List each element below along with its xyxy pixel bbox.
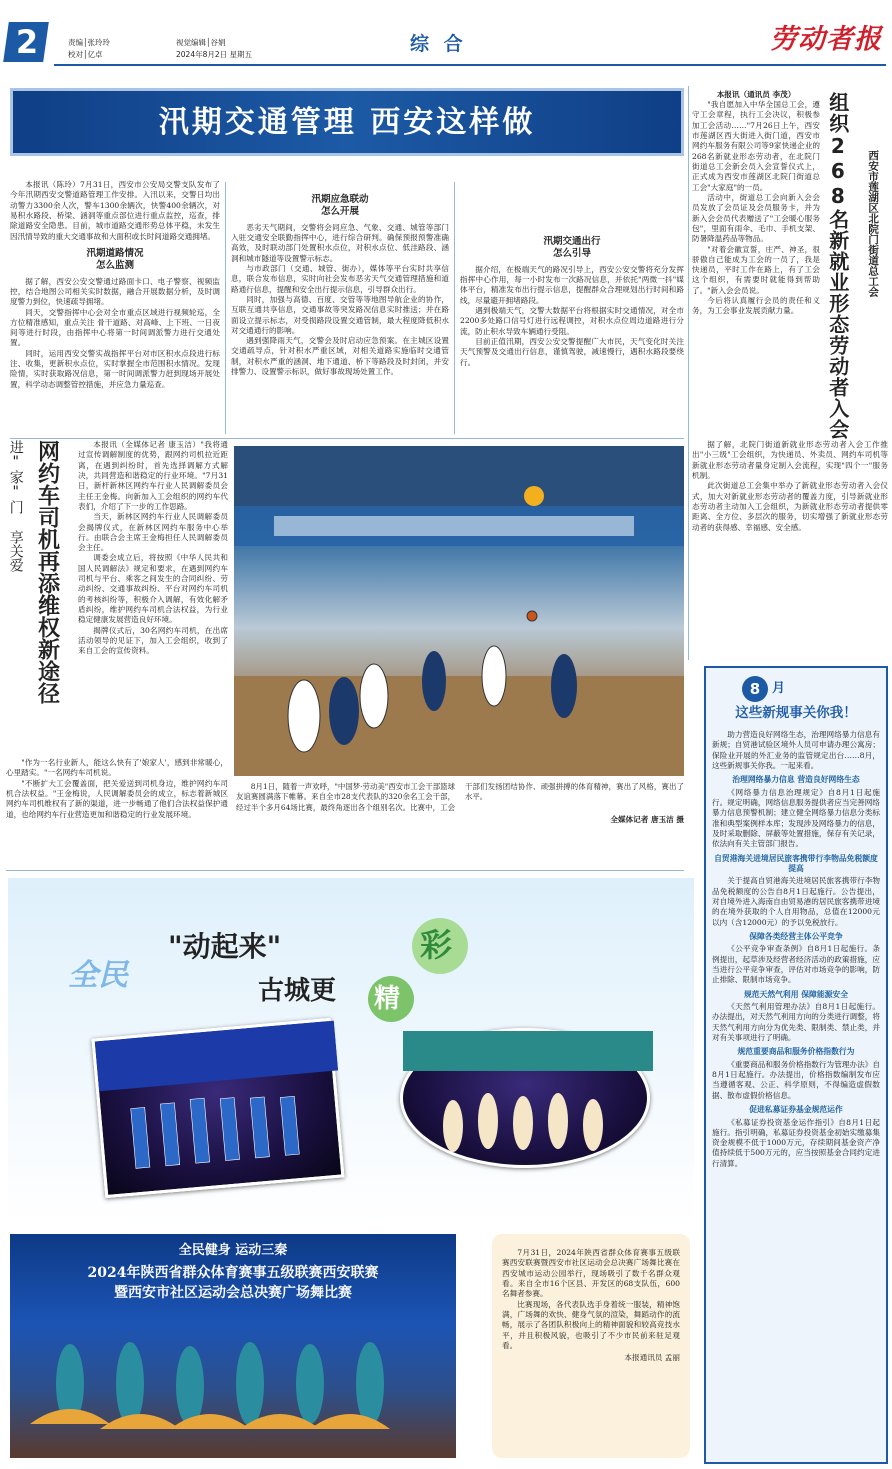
traffic-lead: 本报讯（陈玲）7月31日，西安市公安局交警支队发布了今年汛期西安交警道路管理工作安排。入汛以来，交警日均出动警力3300余人次，警车1300余辆次，快警400余辆次，对易积水路段、桥梁、涵洞等重点部位进行重点监控，巡查，排除道路安全隐患。目前，城市道路交通形势总体平稳，未发生因汛情导致的重大交通事故和大面积或长时间道路交通拥堵。: [10, 180, 220, 241]
august-h6: 促进私募证券基金规范运作: [749, 1105, 843, 1115]
job-subtitle: [866, 150, 884, 390]
dance-title-c: 古城更: [258, 976, 337, 1006]
basketball-scene: [234, 446, 684, 776]
ride-body-narrow: [78, 440, 228, 758]
traffic-headline: 汛期交通管理 西安这样做: [158, 105, 536, 140]
job-p3: "对着会徽宣誓，庄严、神圣，很骄傲自己能成为工会的一员了，我是快递员，平时工作在路上，有了工会这个组织，有需要时就能得到帮助了。"新入会会员说。: [692, 244, 820, 295]
traffic-s3-p1: 据介绍，在极端天气的路况引导上，西安公安交警将充分发挥指挥中心作用，每一小时发布一次路况信息，并依托"两微一抖"媒体平台，精准发布出行提示信息，提醒群众合理规划出行时间和路线，尽量避开拥堵路段。: [460, 264, 684, 305]
ride-kicker-text: 进"家"门 享关爱: [7, 440, 24, 572]
dance-title-b: "动起来": [168, 930, 282, 963]
ride-p6: "不断扩大工会覆盖面，把关爱送到司机身边，维护网约车司机合法权益。"王金梅说，人民调解委员会的成立，标志着新城区网约车司机维权有了新的渠道，进一步畅通了他们合法权益保护通道，也给网约车行业营造更加和谐稳定的行业发展环境。: [6, 778, 228, 819]
job-p6: 此次街道总工会集中举办了新就业形态劳动者入会仪式，加大对新就业形态劳动者的覆盖力度，引导新就业形态劳动者主动加入工会组织，为新就业形态劳动者提供零距离、全方位、多层次的服务，切实增强了新就业形态劳动者的获得感、幸福感、安全感。: [692, 481, 888, 532]
august-h3: 保障各类经营主体公平竞争: [749, 932, 843, 941]
dance-performers: [10, 1234, 456, 1458]
editor-credit: 责编│张玲玲: [68, 38, 111, 47]
august-body: [706, 726, 886, 1169]
dance-stage-2: [403, 1031, 653, 1171]
masthead-logo: 劳动者报: [770, 24, 882, 55]
header-divider: [54, 64, 886, 66]
traffic-col-1: [10, 180, 220, 438]
august-box: [704, 666, 888, 1464]
job-subtitle-text: 西安市莲湖区北院门街道总工会: [867, 150, 880, 297]
ride-p4: 揭牌仪式后，30名网约车司机，在出席活动领导的见证下，加入工会组织，收到了来自工会的宣传资料。: [78, 625, 228, 656]
col-divider: [225, 182, 226, 434]
dance-photo-small-2: [400, 1028, 650, 1168]
ride-p2: 当天，新林区网约车行业人民调解委员会揭牌仪式，在新林区网约车服务中心举行。由联合会主席王金梅担任人民调解委员会主任。: [78, 512, 228, 553]
job-title-text: 组织268名新就业形态劳动者入会: [825, 92, 850, 440]
job-body-narrow: [692, 90, 820, 440]
dance-banner-line1: 2024年陕西省群众体育赛事五级联赛西安联赛: [87, 1265, 379, 1281]
august-h1: 治理网络暴力信息 营造良好网络生态: [732, 775, 860, 785]
section-divider: [10, 438, 684, 439]
dance-feature: [8, 878, 694, 1458]
traffic-section-3-title: 汛期交通出行 怎么引导: [543, 236, 601, 260]
august-intro: 助力营造良好网络生态，治理网络暴力信息有新规；自贸港试验区境外人员可申请办理公寓房；保险业开展的外汇业务的监管规定出台……8月，这些新规事关你我。一起来看。: [712, 730, 880, 770]
august-header: [706, 668, 886, 726]
section-divider: [6, 870, 684, 871]
job-title: [824, 92, 860, 442]
dance-photo-main: [10, 1234, 456, 1458]
dance-photo-small-1: [91, 1018, 344, 1198]
page-header: [0, 0, 892, 68]
traffic-s3-p2: 遇到极端天气，交警大数据平台将根据实时交通情况，对全市2200多处路口信号灯进行远程调控，对积水点位周边道路进行分流，防止积水导致车辆通行受阻。: [460, 305, 684, 336]
traffic-s3-p3: 目前正值汛期，西安公安交警提醒广大市民，天气变化时关注天气预警及交通出行信息，谨慎驾驶，减速慢行，遇积水路段要绕行。: [460, 336, 684, 367]
ride-title: [32, 440, 72, 780]
dance-title-a: 全民: [68, 958, 128, 993]
basketball-caption-text: 8月1日，随着一声欢呼，"中国梦·劳动美"西安市工会干部篮球友谊赛圆满落下帷幕。来自全市28支代表队的320余名工会干部，经过半个多月64场比赛，最终角逐出各个组别名次。比赛中，工会干部们发扬团结协作、顽强拼搏的体育精神，赛出了风格，赛出了水平。: [236, 782, 684, 812]
august-h2: 自贸港海关进境居民旅客携带行李物品免税额度提高: [714, 853, 878, 873]
dance-p1: 7月31日，2024年陕西省群众体育赛事五级联赛西安联赛暨西安市社区运动会总决赛广场舞比赛在西安城市运动公园举行，现场吸引了数千名群众观看。来自全市16个区县、开发区的68支队伍，600名舞者参赛。: [502, 1248, 680, 1299]
dance-stage-1: [95, 1021, 348, 1201]
ride-title-text: 网约车司机再添维权新途径: [34, 440, 60, 704]
basketball-credit: 全媒体记者 唐玉洁 摄: [610, 815, 684, 825]
col-divider: [454, 182, 455, 434]
job-p2: 活动中，街道总工会向新入会会员发放了会员证及会员服务卡，并为新入会会员代表赠送了"工会暖心服务包"，里面有雨伞、毛巾、手机支架、防暑降温药品等物品。: [692, 192, 820, 244]
august-h4: 规范天然气利用 保障能源安全: [743, 989, 849, 999]
traffic-s1-p2: 同天，交警指挥中心会对全市重点区域进行视频轮巡，全方位精准感知，重点关注 骨干道路、对高峰、上下班、一日夜间等进行时段，由指挥中心将第一时间调派警力进行交通处置。: [10, 307, 220, 348]
ride-body-wide: [6, 758, 228, 868]
ride-p3: 调委会成立后，将按照《中华人民共和国人民调解法》规定和要求，在遇到网约车司机与平台、乘客之间发生的合同纠纷、劳动纠纷、交通事故纠纷、平台对网约车司机的考核纠纷等，积极介入调解，有效化解矛盾纠纷，维护网约车司机合法权益，为行业稳定健康发展营造良好环境。: [78, 553, 228, 625]
dance-banner-line2: 暨西安市社区运动会总决赛广场舞比赛: [114, 1285, 352, 1301]
dance-title-e: 彩: [420, 926, 453, 964]
traffic-headline-banner: [10, 88, 684, 156]
job-p4: 今后将认真履行会员的责任和义务，为工会事业发展贡献力量。: [692, 296, 820, 316]
august-b2: 关于提高自贸港海关进境居民旅客携带行李物品免税额度的公告自8月1日起施行。公告提出，对自境外进入海南自由贸易港的居民旅客携带进境的在境外获取的个人自用物品，总值在12000元以内（含12000元）的予以免税放行。: [712, 876, 880, 927]
traffic-s2-p2: 与市政部门（交通、城管、街办），媒体等平台实时共享信息，联合发布信息，实时向社会发布恶劣天气交通管理措施和道路通行信息，提醒和安全出行提示信息，引导群众出行。: [231, 263, 449, 294]
traffic-col-2: [231, 180, 449, 438]
basketball-photo: [234, 446, 684, 776]
proofreader-credit: 校对│亿卓: [68, 50, 103, 59]
august-b5: 《重要商品和服务价格指数行为管理办法》自8月1日起施行。办法提出，价格指数编制发布应当遵循客观、公正、科学原则，不得编造虚假数据、散布虚假价格信息。: [712, 1059, 880, 1100]
basketball-caption: [236, 782, 684, 866]
col-divider: [688, 86, 689, 660]
traffic-s1-p1: 据了解，西安公安交警通过路面卡口、电子警察、视频监控，结合地图公司相关实时数据，融合开展数据分析，及时调度警力到位，快速疏导拥堵。: [10, 276, 220, 307]
dance-text-box: [492, 1234, 690, 1458]
issue-date: 2024年8月2日 星期五: [176, 50, 253, 59]
august-b3: 《公平竞争审查条例》自8月1日起施行。条例提出，起草涉及经营者经济活动的政策措施，应当进行公平竞争审查，评估对市场竞争的影响，防止排除、限制市场竞争。: [712, 944, 880, 985]
traffic-col-3: [460, 180, 684, 438]
august-title: 这些新规事关你我！: [735, 705, 857, 721]
dance-title-d: 精: [374, 984, 401, 1014]
ride-kicker: [6, 440, 30, 610]
traffic-s2-p1: 恶劣天气期间，交警将会同应急、气象、交通、城管等部门入驻交通安全联勤指挥中心，进行综合研判。确保预报预警准确高效，及时联动部门处置积水点位，对积水点位、低洼路段、涵洞和城市隧道等设置警示标志。: [231, 222, 449, 263]
ride-p1: 本报讯（全媒体记者 康玉洁）"我将通过宣传调解制度的优势，跟网约司机拉近距离，在遇到纠纷时，首先选择调解方式解决，共同营造和谐稳定的行业环境。"7月31日，新杆新林区网约车行业人民调解委员会主任王金梅。向新加入工会组织的网约车代表们，介绍了下一步的工作思路。: [78, 440, 228, 511]
job-body-wide: [692, 440, 888, 660]
ride-p5: "作为一名行业新人，能这么快有了'娘家人'，感到非常暖心，心里踏实。"一名网约车司机说。: [6, 758, 228, 778]
section-title: 综 合: [410, 33, 467, 55]
job-p5: 据了解，北院门街道新就业形态劳动者入会工作推出"小三级"工会组织，为快递员、外卖员、网约车司机等新就业形态劳动者量身定制入会流程，实现"四个一"服务机制。: [692, 440, 888, 480]
august-badge: [742, 676, 768, 702]
job-p1: "我自愿加入中华全国总工会，遵守工会章程，执行工会决议，积极参加工会活动……"7月26日上午，西安市莲湖区西大街进入街门道，西安市网约车服务有限公司等9家快递企业的268名新就业形态劳动者，在北院门街道总工会新会员入会宣誓仪式上，正式成为西安市莲湖区北院门街道总工会"大家庭"的一员。: [692, 100, 820, 192]
visual-editor-credit: 视觉编辑│谷娟: [176, 38, 226, 47]
august-b6: 《私募证券投资基金运作指引》自8月1日起施行。指引明确，私募证券投资基金初始实缴募集资金规模不低于1000万元，存续期间基金资产净值持续低于500万元的，应当按照基金合同约定进行清算。: [712, 1117, 880, 1168]
august-h5: 规范重要商品和服务价格指数行为: [737, 1047, 855, 1057]
page-number: 2: [15, 23, 39, 61]
august-badge-suffix: 月: [772, 681, 786, 696]
job-source: 本报讯（通讯员 李茂）: [716, 90, 796, 99]
dance-p2: 比赛现场，各代表队选手身着统一服装，精神饱满，广场舞的欢快、健身气氛的渲染，舞蹈动作的流畅，展示了各团队积极向上的精神面貌和较高竞技水平，并且积极风貌，也吸引了不少市民前来驻足观看。: [502, 1299, 680, 1350]
august-b4: 《天然气利用管理办法》自8月1日起施行。办法提出，对天然气利用方向的分类进行调整，将天然气利用方向分为优先类、限制类、禁止类，并对有关事项进行了明确。: [712, 1002, 880, 1043]
traffic-s1-p3: 同时，运用西安交警实战指挥平台对市区积水点段进行标注、收集，更新积水点位，实时掌握全市范围积水情况。发现险情，实时获取路况信息，第一时间调派警力赶到现场开展处置，科学动态调整管控措施，并应急力量巡查。: [10, 348, 220, 389]
traffic-s2-p4: 遇到强降雨天气，交警会及时启动应急预案。在主城区设置交通疏导点，针对积水严重区域，对相关道路实施临时交通管制，对积水严重的涵洞、地下通道、桥下等路段及时封闭，并安排警力、设置警示标识，做好事故现场处置工作。: [231, 336, 449, 377]
dance-banner-top: 全民健身 运动三秦: [178, 1243, 288, 1258]
traffic-section-2-title: 汛期应急联动 怎么开展: [311, 194, 369, 218]
august-b1: 《网络暴力信息治理规定》自8月1日起施行。规定明确，网络信息服务提供者应当完善网络暴力信息预警机制；建立健全网络暴力信息分类标准和典型案例样本库；发现涉及网络暴力的信息，及时采取删除、屏蔽等处置措施，保存有关记录，依法向有关主管部门报告。: [712, 787, 880, 849]
august-badge-number: 8: [749, 680, 761, 698]
dance-credit: 本报通讯员 孟丽: [624, 1353, 680, 1363]
traffic-section-1-title: 汛期道路情况 怎么监测: [86, 247, 144, 272]
traffic-s2-p3: 同时，加强与高德、百度、交管等等地图导航企业的协作，互联互通共享信息，交通事故等突发路况信息实时推送；并在路面设立提示标志，对受损路段设置交通管制，最大程度降低积水对交通通行的影响。: [231, 294, 449, 335]
